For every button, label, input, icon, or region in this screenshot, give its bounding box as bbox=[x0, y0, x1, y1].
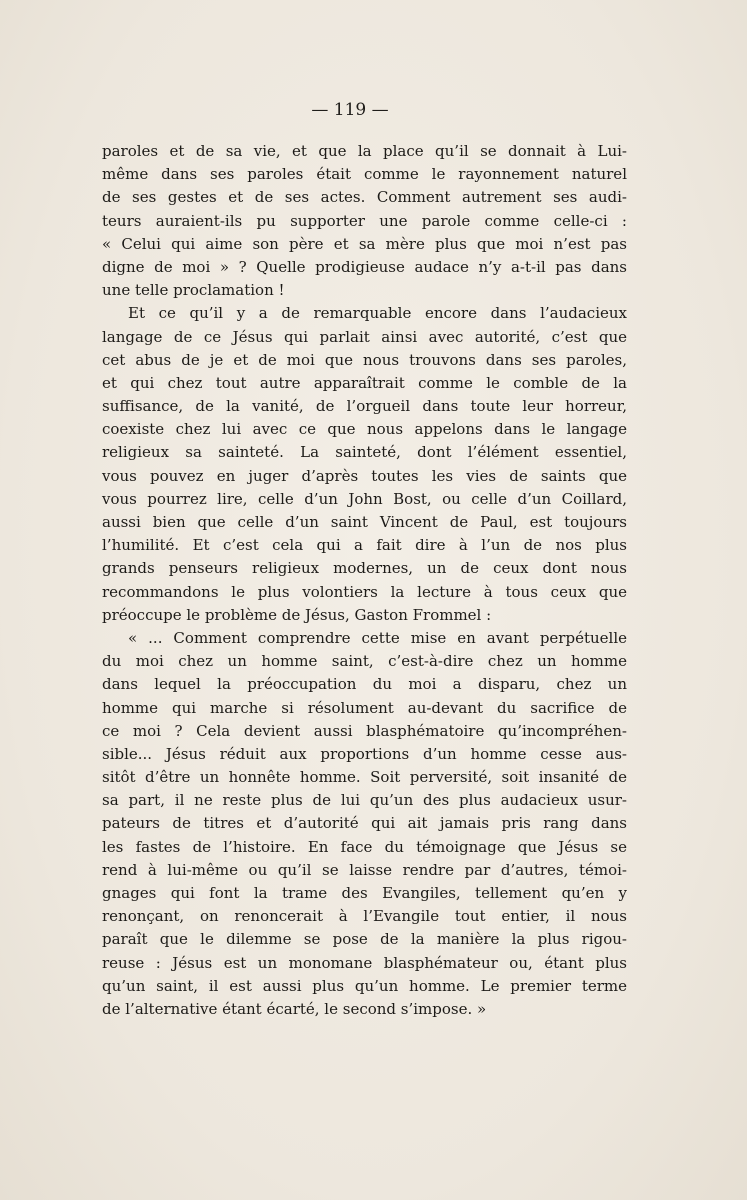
text-line: vous pourrez lire, celle d’un John Bost, ou celle d’un Coillard, bbox=[102, 489, 627, 508]
text-line: sitôt d’être un honnête homme. Soit perversité, soit insanité de bbox=[102, 768, 627, 787]
body-text bbox=[102, 140, 627, 1021]
text-line: teurs auraient-ils pu supporter une parole comme celle-ci : bbox=[102, 211, 627, 230]
text-line: de ses gestes et de ses actes. Comment autrement ses audi- bbox=[102, 188, 627, 207]
text-line: sible... Jésus réduit aux proportions d’un homme cesse aus- bbox=[102, 744, 627, 763]
text-line: suffisance, de la vanité, de l’orgueil dans toute leur horreur, bbox=[102, 397, 627, 416]
text-line: une telle proclamation ! bbox=[102, 281, 285, 300]
text-line: Et ce qu’il y a de remarquable encore dans l’audacieux bbox=[128, 304, 627, 323]
text-line: et qui chez tout autre apparaîtrait comme le comble de la bbox=[102, 373, 627, 392]
text-line: « Celui qui aime son père et sa mère plus que moi n’est pas bbox=[102, 234, 627, 253]
text-line: coexiste chez lui avec ce que nous appelons dans le langage bbox=[102, 420, 627, 439]
text-line: même dans ses paroles était comme le rayonnement naturel bbox=[102, 165, 627, 184]
text-line: l’humilité. Et c’est cela qui a fait dire à l’un de nos plus bbox=[102, 536, 627, 555]
text-line: vous pouvez en juger d’après toutes les vies de saints que bbox=[102, 466, 627, 485]
text-line: paroles et de sa vie, et que la place qu’il se donnait à Lui- bbox=[102, 142, 627, 160]
text-line: paraît que le dilemme se pose de la manière la plus rigou- bbox=[102, 930, 627, 949]
text-line: renonçant, on renoncerait à l’Evangile tout entier, il nous bbox=[102, 907, 627, 926]
text-line: religieux sa sainteté. La sainteté, dont l’élément essentiel, bbox=[102, 443, 627, 462]
text-line: gnages qui font la trame des Evangiles, tellement qu’en y bbox=[102, 884, 627, 902]
text-line: « ... Comment comprendre cette mise en avant perpétuelle bbox=[128, 628, 627, 647]
text-line: les fastes de l’histoire. En face du témoignage que Jésus se bbox=[102, 837, 627, 856]
text-line: préoccupe le problème de Jésus, Gaston Frommel : bbox=[102, 605, 492, 624]
text-line: qu’un saint, il est aussi plus qu’un homme. Le premier terme bbox=[102, 976, 627, 995]
page-number: — 119 — bbox=[311, 100, 389, 120]
text-line: ce moi ? Cela devient aussi blasphématoire qu’incompréhen- bbox=[102, 721, 627, 740]
text-line: sa part, il ne reste plus de lui qu’un des plus audacieux usur- bbox=[102, 791, 627, 810]
text-line: pateurs de titres et d’autorité qui ait jamais pris rang dans bbox=[102, 814, 627, 833]
text-line: grands penseurs religieux modernes, un de ceux dont nous bbox=[102, 559, 627, 578]
text-line: aussi bien que celle d’un saint Vincent de Paul, est toujours bbox=[102, 513, 627, 531]
text-line: du moi chez un homme saint, c’est-à-dire chez un homme bbox=[102, 652, 627, 671]
text-line: rend à lui-même ou qu’il se laisse rendre par d’autres, témoi- bbox=[102, 860, 627, 879]
text-line: cet abus de je et de moi que nous trouvons dans ses paroles, bbox=[102, 350, 627, 369]
text-line: homme qui marche si résolument au-devant du sacrifice de bbox=[102, 698, 627, 717]
text-line: recommandons le plus volontiers la lecture à tous ceux que bbox=[102, 582, 627, 601]
text-line: digne de moi » ? Quelle prodigieuse audace n’y a-t-il pas dans bbox=[102, 257, 627, 276]
text-line: dans lequel la préoccupation du moi a disparu, chez un bbox=[102, 675, 627, 694]
text-line: langage de ce Jésus qui parlait ainsi avec autorité, c’est que bbox=[102, 327, 627, 346]
text-line: reuse : Jésus est un monomane blasphémateur ou, étant plus bbox=[102, 953, 627, 972]
text-line: de l’alternative étant écarté, le second s’impose. » bbox=[102, 999, 487, 1018]
